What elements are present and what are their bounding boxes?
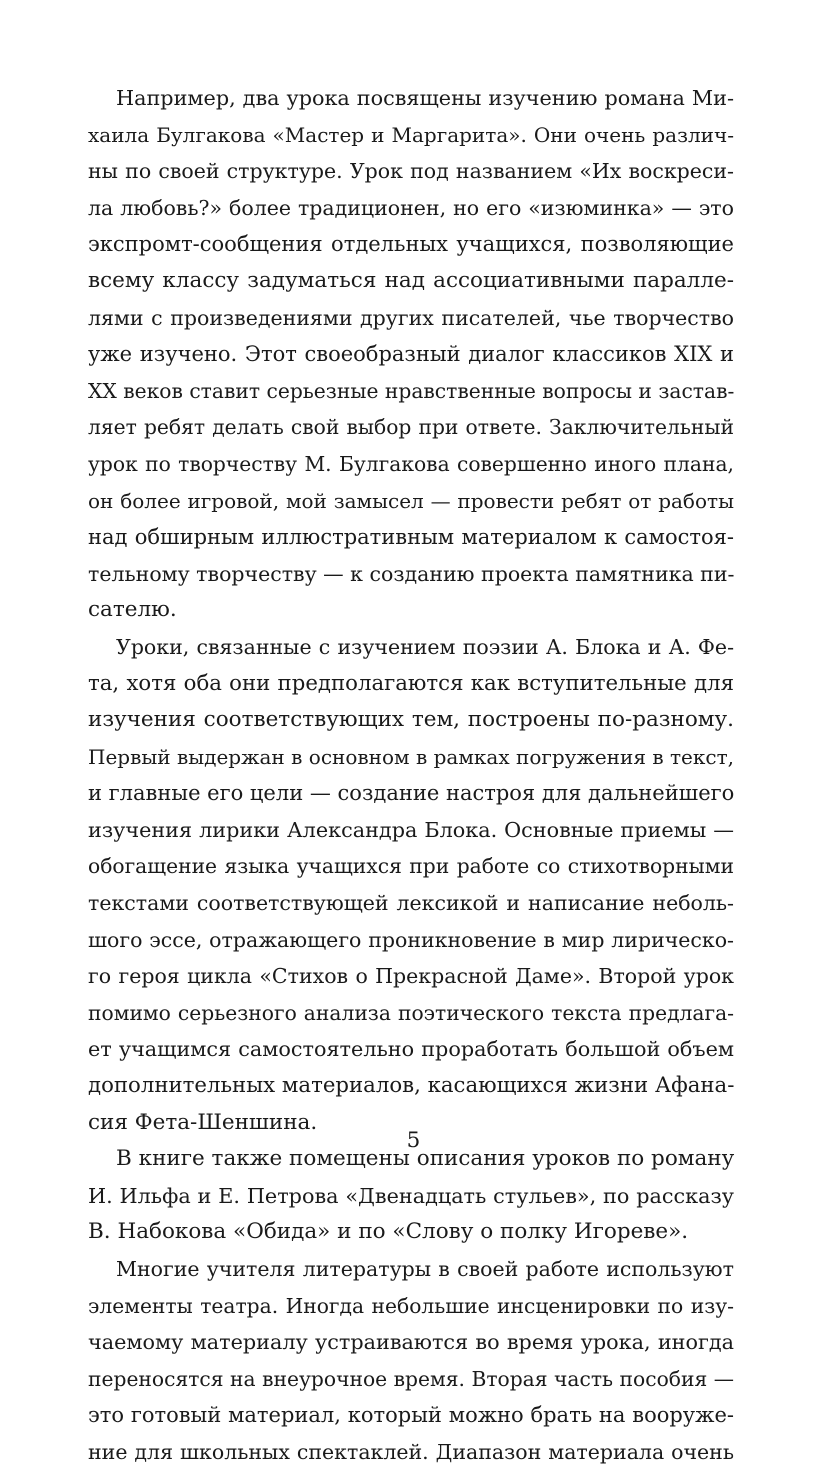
- text-line: помимо серьезного анализа поэтического текста предлага-: [88, 1000, 734, 1025]
- text-line: элементы театра. Иногда небольшие инсценировки по изу-: [88, 1293, 734, 1318]
- text-line: хаила Булгакова «Мастер и Маргарита». Они очень различ-: [88, 122, 734, 147]
- text-line: Например, два урока посвящены изучению романа Ми-: [116, 86, 734, 110]
- text-line: ляет ребят делать свой выбор при ответе. Заключительный: [88, 415, 734, 440]
- text-line: Первый выдержан в основном в рамках погружения в текст,: [88, 744, 734, 769]
- text-line: уже изучено. Этот своеобразный диалог классиков XIX и: [88, 342, 734, 367]
- text-line: это готовый материал, который можно брать на вооруже-: [88, 1403, 734, 1428]
- text-line: ние для школьных спектаклей. Диапазон материала очень: [88, 1439, 734, 1464]
- text-line: он более игровой, мой замысел — провести ребят от работы: [88, 488, 734, 513]
- text-line: ла любовь?» более традиционен, но его «изюминка» — это: [88, 195, 734, 220]
- text-line: ет учащимся самостоятельно проработать большой объем: [88, 1037, 734, 1062]
- text-line: чаемому материалу устраиваются во время урока, иногда: [88, 1330, 734, 1355]
- text-line: экспромт-сообщения отдельных учащихся, позволяющие: [88, 232, 734, 257]
- text-line: всему классу задуматься над ассоциативными паралле-: [88, 267, 734, 293]
- text-line: та, хотя оба они предполагаются как вступительные для: [88, 670, 734, 696]
- text-line: И. Ильфа и Е. Петрова «Двенадцать стульев», по рассказу: [88, 1183, 734, 1208]
- body-text: [88, 80, 734, 1471]
- text-line: шого эссе, отражающего проникновение в мир лирическо-: [88, 927, 734, 952]
- text-line: изучения лирики Александра Блока. Основные приемы —: [88, 817, 734, 842]
- text-line: дополнительных материалов, касающихся жизни Афана-: [88, 1073, 735, 1099]
- text-line: сия Фета-Шеншина.: [88, 1109, 318, 1135]
- text-line: обогащение языка учащихся при работе со стихотворными: [88, 854, 734, 879]
- text-line: В книге также помещены описания уроков по роману: [116, 1146, 735, 1172]
- text-line: переносятся на внеурочное время. Вторая часть пособия —: [88, 1366, 734, 1391]
- text-line: тельному творчеству — к созданию проекта памятника пи-: [88, 561, 735, 586]
- text-line: и главные его цели — создание настроя для дальнейшего: [88, 781, 735, 806]
- text-line: го героя цикла «Стихов о Прекрасной Даме». Второй урок: [88, 964, 734, 989]
- text-line: Уроки, связанные с изучением поэзии А. Блока и А. Фе-: [116, 634, 734, 659]
- text-line: В. Набокова «Обида» и по «Слову о полку Игореве».: [88, 1219, 689, 1245]
- text-line: над обширным иллюстративным материалом к самостоя-: [88, 525, 734, 550]
- text-line: сателю.: [88, 597, 177, 623]
- text-line: Многие учителя литературы в своей работе используют: [116, 1257, 734, 1281]
- text-line: текстами соответствующей лексикой и написание неболь-: [88, 891, 734, 916]
- text-line: изучения соответствующих тем, построены по-разному.: [88, 707, 734, 733]
- text-line: XX веков ставит серьезные нравственные вопросы и застав-: [88, 378, 735, 403]
- text-line: ны по своей структуре. Урок под названием «Их воскреси-: [88, 159, 734, 184]
- page-number: 5: [406, 1128, 421, 1153]
- text-line: лями с произведениями других писателей, чье творчество: [88, 305, 734, 330]
- text-line: урок по творчеству М. Булгакова совершенно иного плана,: [88, 451, 734, 476]
